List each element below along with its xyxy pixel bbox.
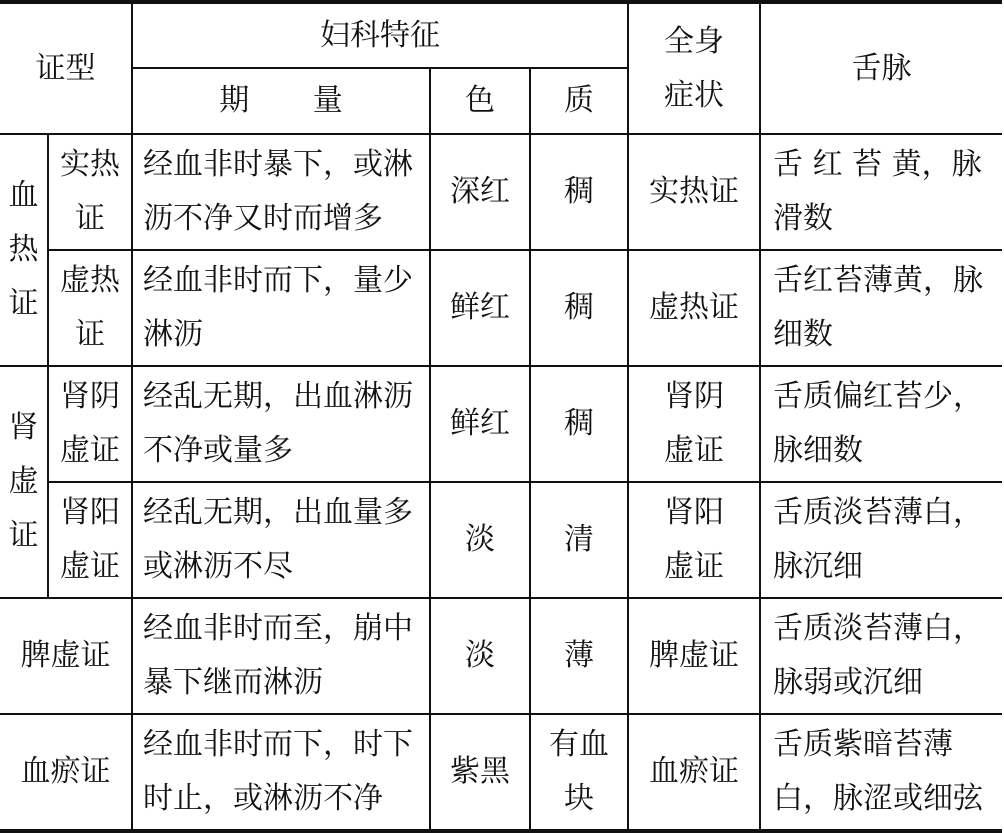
- table-row: [0, 134, 1002, 250]
- systemic-cell: 脾虚证: [628, 598, 760, 714]
- type-cell: 脾虚证: [0, 598, 132, 714]
- color-cell: 紫黑: [430, 714, 530, 831]
- period-cell: 经血非时暴下，或淋沥不净又时而增多: [132, 134, 430, 250]
- table-row: [0, 598, 1002, 714]
- subtype-line1: 虚热: [60, 263, 120, 298]
- subtype-line1: 实热: [60, 147, 120, 182]
- type-cell: 血瘀证: [0, 714, 132, 831]
- systemic-line2: 虚证: [664, 433, 725, 468]
- table-row: [0, 714, 1002, 831]
- subtype-line2: 证: [75, 201, 105, 236]
- subtype-line1: 肾阴: [60, 379, 120, 414]
- quality-line1: 有血: [549, 727, 610, 762]
- table-row: [0, 482, 1002, 598]
- header-gyn-features: 妇科特征: [132, 2, 628, 68]
- subtype-line2: 证: [75, 317, 105, 352]
- quality-cell: 清: [530, 482, 628, 598]
- quality-cell: 稠: [530, 134, 628, 250]
- period-cell: 经血非时而下，量少淋沥: [132, 250, 430, 366]
- quality-cell: 稠: [530, 250, 628, 366]
- tongue-cell: 舌质淡苔薄白，脉沉细: [760, 482, 1002, 598]
- subtype-cell: [48, 250, 132, 366]
- tongue-cell: 舌 红 苔 黄，脉滑数: [760, 134, 1002, 250]
- quality-cell: 薄: [530, 598, 628, 714]
- group-char: 虚: [8, 464, 39, 499]
- header-systemic-line1: 全身: [664, 23, 725, 59]
- table-row: [0, 250, 1002, 366]
- header-systemic-line2: 症状: [664, 77, 725, 113]
- header-quality: 质: [530, 68, 628, 134]
- color-cell: 淡: [430, 482, 530, 598]
- tongue-cell: 舌质淡苔薄白，脉弱或沉细: [760, 598, 1002, 714]
- tongue-cell: 舌红苔薄黄，脉细数: [760, 250, 1002, 366]
- color-cell: 淡: [430, 598, 530, 714]
- period-cell: 经血非时而下，时下时止，或淋沥不净: [132, 714, 430, 831]
- subtype-line1: 肾阳: [60, 495, 120, 530]
- subtype-cell: [48, 482, 132, 598]
- period-cell: 经血非时而至，崩中暴下继而淋沥: [132, 598, 430, 714]
- header-color: 色: [430, 68, 530, 134]
- group-blood-heat: [0, 134, 48, 366]
- group-char: 证: [8, 286, 39, 321]
- header-period-amount-label: 期 量: [219, 83, 370, 118]
- systemic-cell: [628, 366, 760, 482]
- systemic-cell: [628, 482, 760, 598]
- table-row: [0, 366, 1002, 482]
- header-period-amount: [132, 68, 430, 134]
- tongue-cell: 舌质紫暗苔薄白，脉涩或细弦: [760, 714, 1002, 831]
- period-cell: 经乱无期，出血量多或淋沥不尽: [132, 482, 430, 598]
- quality-cell: [530, 714, 628, 831]
- systemic-line1: 肾阳: [664, 495, 725, 530]
- group-char: 肾: [8, 410, 39, 445]
- header-row-1: [0, 2, 1002, 68]
- systemic-line2: 虚证: [664, 549, 725, 584]
- header-systemic: [628, 2, 760, 134]
- subtype-cell: [48, 366, 132, 482]
- subtype-cell: [48, 134, 132, 250]
- header-type: 证型: [0, 2, 132, 134]
- header-tongue-pulse: 舌脉: [760, 2, 1002, 134]
- group-char: 血: [8, 178, 39, 213]
- systemic-line1: 肾阴: [664, 379, 725, 414]
- group-char: 证: [8, 518, 39, 553]
- color-cell: 鲜红: [430, 366, 530, 482]
- period-cell: 经乱无期，出血淋沥不净或量多: [132, 366, 430, 482]
- group-kidney-deficiency: [0, 366, 48, 598]
- quality-cell: 稠: [530, 366, 628, 482]
- tongue-cell: 舌质偏红苔少，脉细数: [760, 366, 1002, 482]
- quality-line2: 块: [564, 781, 595, 816]
- subtype-line2: 虚证: [60, 433, 120, 468]
- color-cell: 鲜红: [430, 250, 530, 366]
- systemic-cell: 实热证: [628, 134, 760, 250]
- systemic-cell: 血瘀证: [628, 714, 760, 831]
- systemic-cell: 虚热证: [628, 250, 760, 366]
- group-char: 热: [8, 232, 39, 267]
- color-cell: 深红: [430, 134, 530, 250]
- subtype-line2: 虚证: [60, 549, 120, 584]
